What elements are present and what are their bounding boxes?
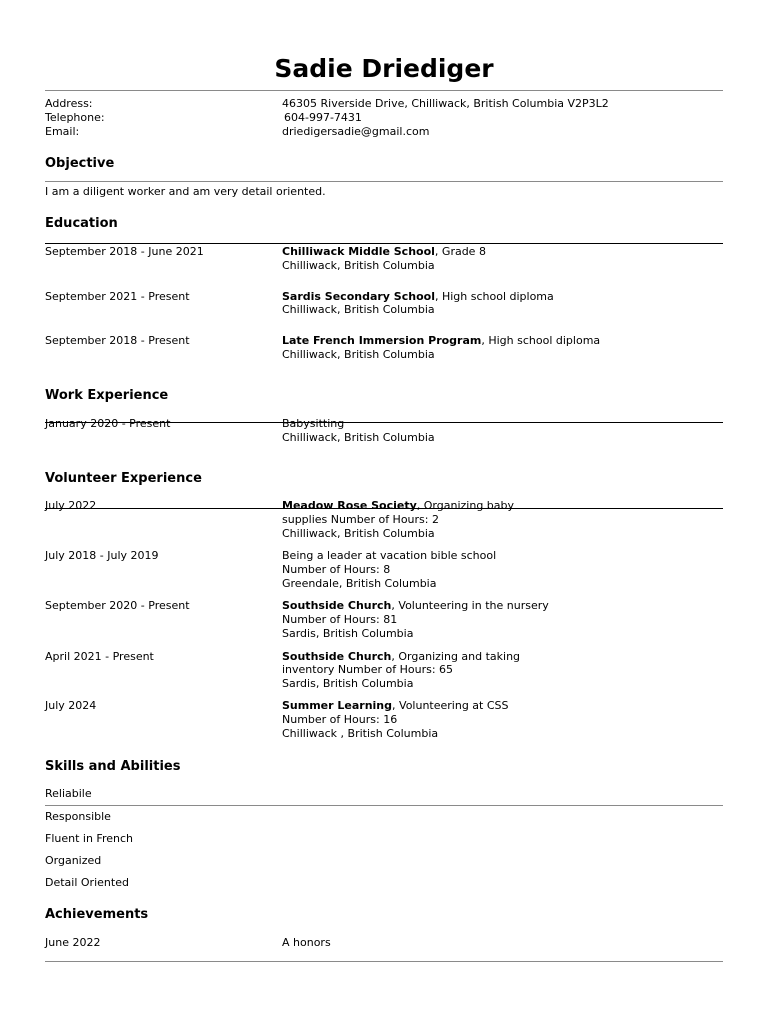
volunteer-dates: April 2021 - Present xyxy=(45,650,154,663)
skill-item: Reliabile xyxy=(45,787,92,800)
volunteer-dates: July 2022 xyxy=(45,499,97,512)
education-school: Chilliwack Middle School, Grade 8 xyxy=(282,245,486,258)
volunteer-location: Sardis, British Columbia xyxy=(282,677,414,690)
education-heading: Education xyxy=(45,216,118,231)
skill-item: Fluent in French xyxy=(45,832,133,845)
resume-page xyxy=(45,0,723,1024)
objective-divider xyxy=(45,181,723,182)
volunteer-role: Southside Church, Volunteering in the nursery xyxy=(282,599,549,612)
volunteer-role: Southside Church, Organizing and taking xyxy=(282,650,521,663)
work-divider xyxy=(45,422,723,423)
volunteer-hours: Number of Hours: 8 xyxy=(282,563,391,576)
objective-heading: Objective xyxy=(45,156,115,171)
work-dates: January 2020 - Present xyxy=(45,417,171,430)
work-location: Chilliwack, British Columbia xyxy=(282,431,435,444)
achievement-dates: June 2022 xyxy=(45,936,101,949)
volunteer-location: Sardis, British Columbia xyxy=(282,627,414,640)
resume-name: Sadie Driediger xyxy=(274,54,494,83)
education-dates: September 2021 - Present xyxy=(45,290,190,303)
volunteer-divider xyxy=(45,508,723,509)
skills-heading: Skills and Abilities xyxy=(45,759,181,774)
education-school: Sardis Secondary School, High school diploma xyxy=(282,290,554,303)
achievements-heading: Achievements xyxy=(45,907,149,922)
address-label: Address: xyxy=(45,97,93,110)
volunteer-dates: September 2020 - Present xyxy=(45,599,190,612)
email-label: Email: xyxy=(45,125,80,138)
skill-item: Responsible xyxy=(45,810,111,823)
skill-item: Organized xyxy=(45,854,102,867)
education-location: Chilliwack, British Columbia xyxy=(282,303,435,316)
education-dates: September 2018 - Present xyxy=(45,334,190,347)
education-school: Late French Immersion Program, High school diploma xyxy=(282,334,601,347)
volunteer-location: Greendale, British Columbia xyxy=(282,577,437,590)
address-value: 46305 Riverside Drive, Chilliwack, British Columbia V2P3L2 xyxy=(282,97,609,110)
email-value: driedigersadie@gmail.com xyxy=(282,125,430,138)
volunteer-hours: Number of Hours: 81 xyxy=(282,613,398,626)
volunteer-hours: Number of Hours: 16 xyxy=(282,713,398,726)
work-role: Babysitting xyxy=(282,417,345,430)
volunteer-role: Summer Learning, Volunteering at CSS xyxy=(282,699,509,712)
volunteer-hours: inventory Number of Hours: 65 xyxy=(282,663,454,676)
volunteer-hours: supplies Number of Hours: 2 xyxy=(282,513,439,526)
telephone-value: 604-997-7431 xyxy=(284,111,362,124)
volunteer-dates: July 2024 xyxy=(45,699,97,712)
education-divider xyxy=(45,243,723,244)
skills-divider xyxy=(45,805,723,806)
volunteer-location: Chilliwack , British Columbia xyxy=(282,727,439,740)
volunteer-role: Being a leader at vacation bible school xyxy=(282,549,497,562)
skill-item: Detail Oriented xyxy=(45,876,129,889)
volunteer-dates: July 2018 - July 2019 xyxy=(45,549,159,562)
education-dates: September 2018 - June 2021 xyxy=(45,245,204,258)
volunteer-location: Chilliwack, British Columbia xyxy=(282,527,435,540)
objective-text: I am a diligent worker and am very detail oriented. xyxy=(45,185,326,198)
achievements-divider xyxy=(45,961,723,962)
work-heading: Work Experience xyxy=(45,388,169,403)
telephone-label: Telephone: xyxy=(45,111,105,124)
education-location: Chilliwack, British Columbia xyxy=(282,348,435,361)
header-divider xyxy=(45,90,723,91)
volunteer-heading: Volunteer Experience xyxy=(45,471,202,486)
achievement-text: A honors xyxy=(282,936,331,949)
volunteer-role: Meadow Rose Society, Organizing baby xyxy=(282,499,515,512)
education-location: Chilliwack, British Columbia xyxy=(282,259,435,272)
